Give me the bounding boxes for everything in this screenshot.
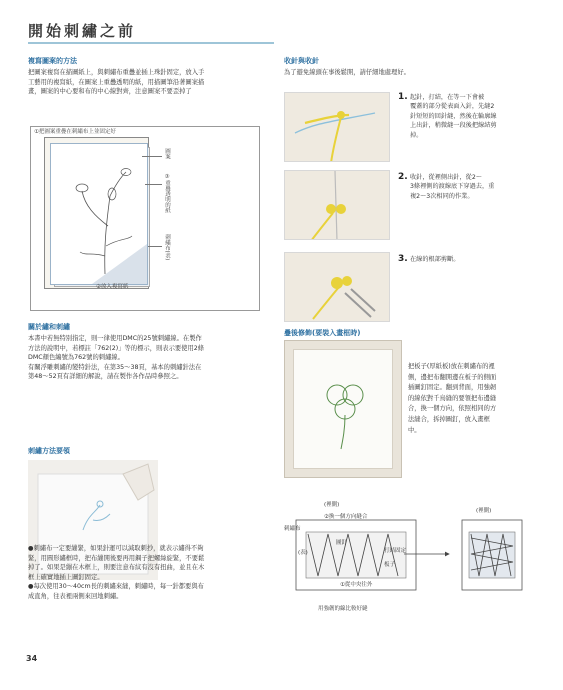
lacing-diagram (284, 498, 534, 618)
label-fabric: 刺繡布(表) (164, 234, 170, 261)
step1-text (410, 93, 534, 140)
step-line: 起針，打結，在等一下會被 (410, 94, 485, 101)
tips-line: ●刺繡布一定要繃緊，如果針運可以減取刺抄，就表示繡得不夠 (28, 545, 204, 552)
frame-body (408, 362, 536, 436)
step-line: 掉。 (410, 131, 423, 139)
label-step1: ①從中央往外 (340, 582, 373, 588)
label-fabric-diagram: 刺繡布 (284, 526, 301, 532)
figure-caption: ①把圖案重疊在刺繡布上並固定好 (34, 129, 116, 135)
finish-intro: 為了避免線頭在事後鬆開，請仔細地處理好。 (284, 69, 410, 76)
transfer-figure (30, 126, 260, 311)
label-fold: 打結固定 (384, 548, 407, 554)
threads-line: 方法的說明中，若標註「762(2)」等的標示，則表示要使用2條 (28, 344, 205, 352)
frame-line: 的線依對千鳥縫的要領把布邊縫 (408, 394, 497, 402)
page-title: 開始刺繡之前 (28, 22, 137, 40)
step1-photo (284, 92, 390, 162)
frame-line: 把板子(厚紙板)放在刺繡布的裡 (408, 363, 495, 370)
step3-text (410, 255, 534, 264)
transfer-line: 把圖案複寫在描圖紙上，與刺繡布重疊並插上珠針固定，放入手 (28, 69, 205, 76)
step2-photo (284, 170, 390, 240)
label-step2: ②換一個方向縫合 (324, 514, 368, 520)
threads-line: 第48～52頁有詳細的解說，請在製作各作品時參照之。 (28, 373, 183, 381)
step-line: 在線的根部剪斷。 (410, 256, 460, 263)
frame-line: 插圖釘固定。翻到背面，用強韌 (408, 384, 497, 392)
label-carbon: ②放入複寫紙 (96, 284, 129, 290)
tips-heading: 刺繡方法要領 (28, 447, 70, 455)
label-pins: 圖釘 (336, 540, 348, 546)
transfer-body (28, 68, 268, 97)
step3-number: 3. (398, 254, 408, 264)
threads-heading: 關於繡和刺繡 (28, 323, 70, 331)
frame-line: 側，邊把布翻開邊在板子的側面 (408, 373, 497, 381)
tips-line: 框上確實地插上圖釘固定。 (28, 573, 104, 581)
transfer-line: 工藝用的複寫紙，在圖案上重疊透明的紙，用描圖筆沿著圖案描 (28, 78, 205, 86)
label-board: 板子 (384, 562, 396, 568)
label-back-right: (裡側) (476, 508, 492, 514)
tips-line: ●每次使用30～40cm長的刺繡來縫，刺繡時，每一針都要與布 (28, 583, 204, 591)
step2-number: 2. (398, 172, 408, 182)
step-line: 針短短的回針縫，然後在輪廓線 (410, 112, 497, 120)
threads-line: 本書中若無特別指定，則一律使用DMC的25號刺繡線。在製作 (28, 335, 202, 342)
frame-line: 法縫合，拆掉圖釘，放入畫框 (408, 415, 490, 423)
label-cellophane: ③重疊透明的紙 (164, 174, 170, 213)
frame-line: 合，換一個方向，依照相同的方 (408, 405, 497, 413)
tips-line: 緊，用圓形繡框時，把布繃開後要再用鋼子把螺絲旋緊，不要鬆 (28, 554, 205, 562)
frame-line: 中。 (408, 426, 421, 434)
step2-text (410, 173, 534, 201)
page-number: 34 (26, 654, 38, 663)
threads-line: DMC顏色編號為762號的刺繡線。 (28, 354, 124, 362)
label-front: (表) (298, 550, 308, 556)
tips-line: 成直角，往表裡兩側來回地刺繡。 (28, 592, 123, 600)
finish-heading: 收針與收針 (284, 57, 319, 65)
tips-line: 掉了。如果是繃在木框上，則要注意布紋有沒有扭曲，並且在木 (28, 564, 205, 572)
step-line: 複2～3次相同的作業。 (410, 192, 474, 200)
framed-embroidery-photo (284, 340, 402, 478)
step-line: 覆蓋的部分從表面入針，先縫2 (410, 103, 495, 111)
title-rule (28, 42, 274, 44)
leader-line (145, 184, 162, 185)
transfer-line: 畫，圖案的中心要和布的中心線對齊，注意圖案不要歪掉了 (28, 88, 192, 96)
step-line: 3條裡側的渡線底下穿過去，重 (410, 183, 495, 191)
threads-line: 有關浮雕刺繡的變特針法，在第35～38頁，基本的刺繡針法在 (28, 363, 202, 371)
clover-icon (315, 371, 375, 451)
frame-heading: 疊後修飾(要裝入畫框時) (284, 329, 361, 337)
step-line: 收針，從裡側出針，從2～ (410, 174, 482, 181)
threads-body (28, 334, 268, 382)
label-thread: 用強韌的線比較好縫 (318, 606, 368, 612)
step3-photo (284, 252, 390, 322)
leader-line (148, 246, 162, 247)
step-line: 上出針，稍微縫一段後把線結剪 (410, 122, 497, 130)
label-back-left: (裡側) (324, 502, 340, 508)
label-pattern: 圖案 (164, 148, 170, 159)
step1-number: 1. (398, 92, 408, 102)
leader-line (142, 156, 162, 157)
transfer-heading: 複寫圖案的方法 (28, 57, 77, 65)
tips-body (28, 544, 268, 602)
